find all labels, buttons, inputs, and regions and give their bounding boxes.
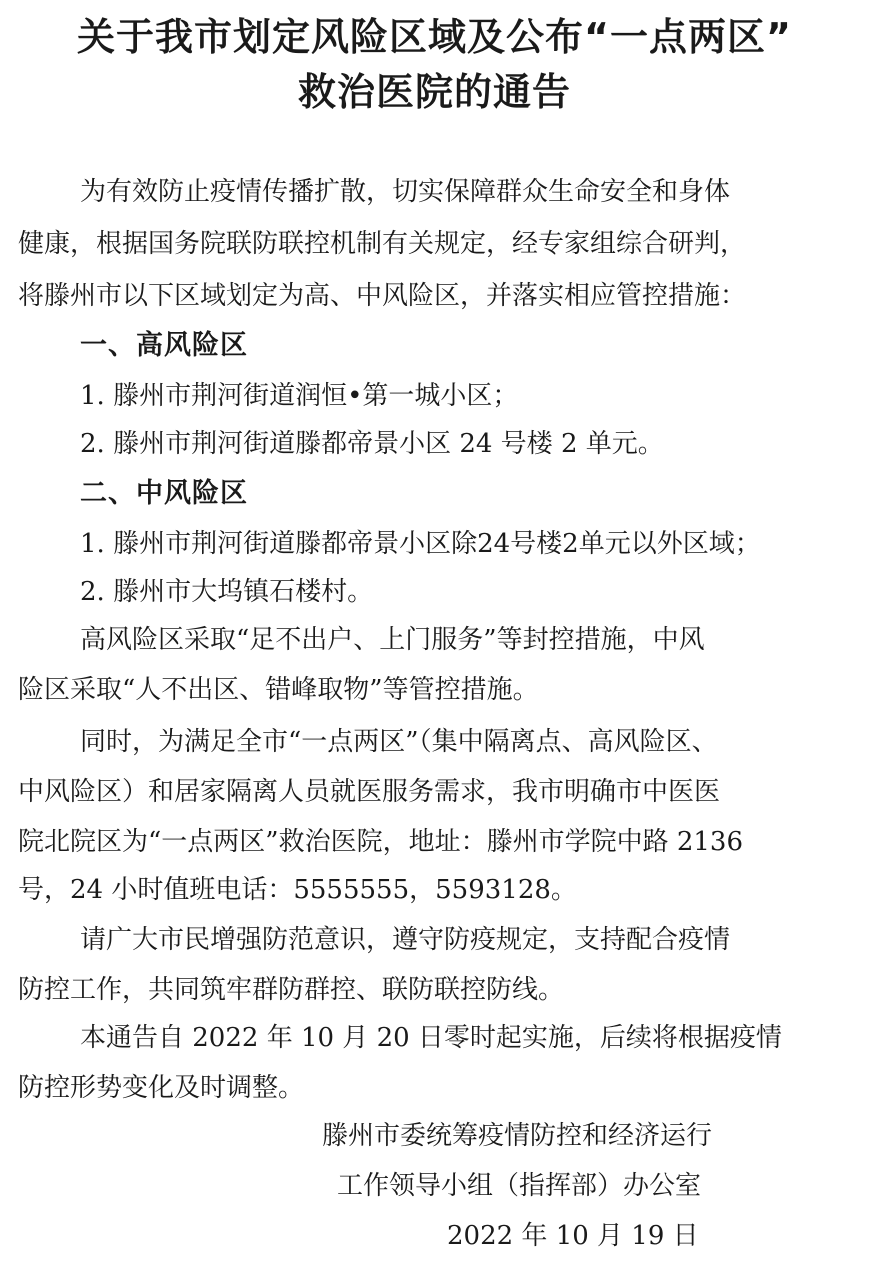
effective-line-2: 防控形势变化及时调整。 [18, 1073, 305, 1103]
hospital-line-3: 院北院区为“一点两区”救治医院，地址：滕州市学院中路 2136 [18, 827, 744, 857]
intro-line-2: 健康，根据国务院联防联控机制有关规定，经专家组综合研判， [18, 229, 747, 259]
signature-org-line-1: 滕州市委统筹疫情防控和经济运行 [322, 1121, 713, 1151]
hospital-line-4: 号，24 小时值班电话：5555555，5593128。 [18, 875, 577, 905]
mid-risk-item-2: 2. 滕州市大坞镇石楼村。 [80, 577, 374, 607]
signature-date: 2022 年 10 月 19 日 [447, 1221, 699, 1251]
intro-line-3: 将滕州市以下区域划定为高、中风险区，并落实相应管控措施： [18, 281, 747, 311]
appeal-line-1: 请广大市民增强防范意识，遵守防疫规定，支持配合疫情 [80, 925, 731, 955]
high-risk-heading: 一、高风险区 [80, 330, 248, 361]
high-risk-item-2: 2. 滕州市荆河街道滕都帝景小区 24 号楼 2 单元。 [80, 429, 664, 459]
mid-risk-item-1: 1. 滕州市荆河街道滕都帝景小区除24号楼2单元以外区域； [80, 529, 761, 559]
measures-line-1: 高风险区采取“足不出户、上门服务”等封控措施，中风 [80, 625, 705, 655]
hospital-line-1: 同时，为满足全市“一点两区”（集中隔离点、高风险区、 [80, 727, 718, 757]
hospital-line-2: 中风险区）和居家隔离人员就医服务需求，我市明确市中医医 [18, 777, 721, 807]
effective-line-1: 本通告自 2022 年 10 月 20 日零时起实施，后续将根据疫情 [80, 1023, 782, 1053]
signature-org-line-2: 工作领导小组（指挥部）办公室 [337, 1171, 702, 1201]
document-title-line-1: 关于我市划定风险区域及公布“一点两区” [77, 15, 792, 59]
document-title-line-2: 救治医院的通告 [297, 70, 571, 114]
appeal-line-2: 防控工作，共同筑牢群防群控、联防联控防线。 [18, 975, 565, 1005]
intro-line-1: 为有效防止疫情传播扩散，切实保障群众生命安全和身体 [80, 177, 731, 207]
measures-line-2: 险区采取“人不出区、错峰取物”等管控措施。 [18, 675, 539, 705]
mid-risk-heading: 二、中风险区 [80, 478, 248, 509]
high-risk-item-1: 1. 滕州市荆河街道润恒•第一城小区； [80, 381, 519, 411]
